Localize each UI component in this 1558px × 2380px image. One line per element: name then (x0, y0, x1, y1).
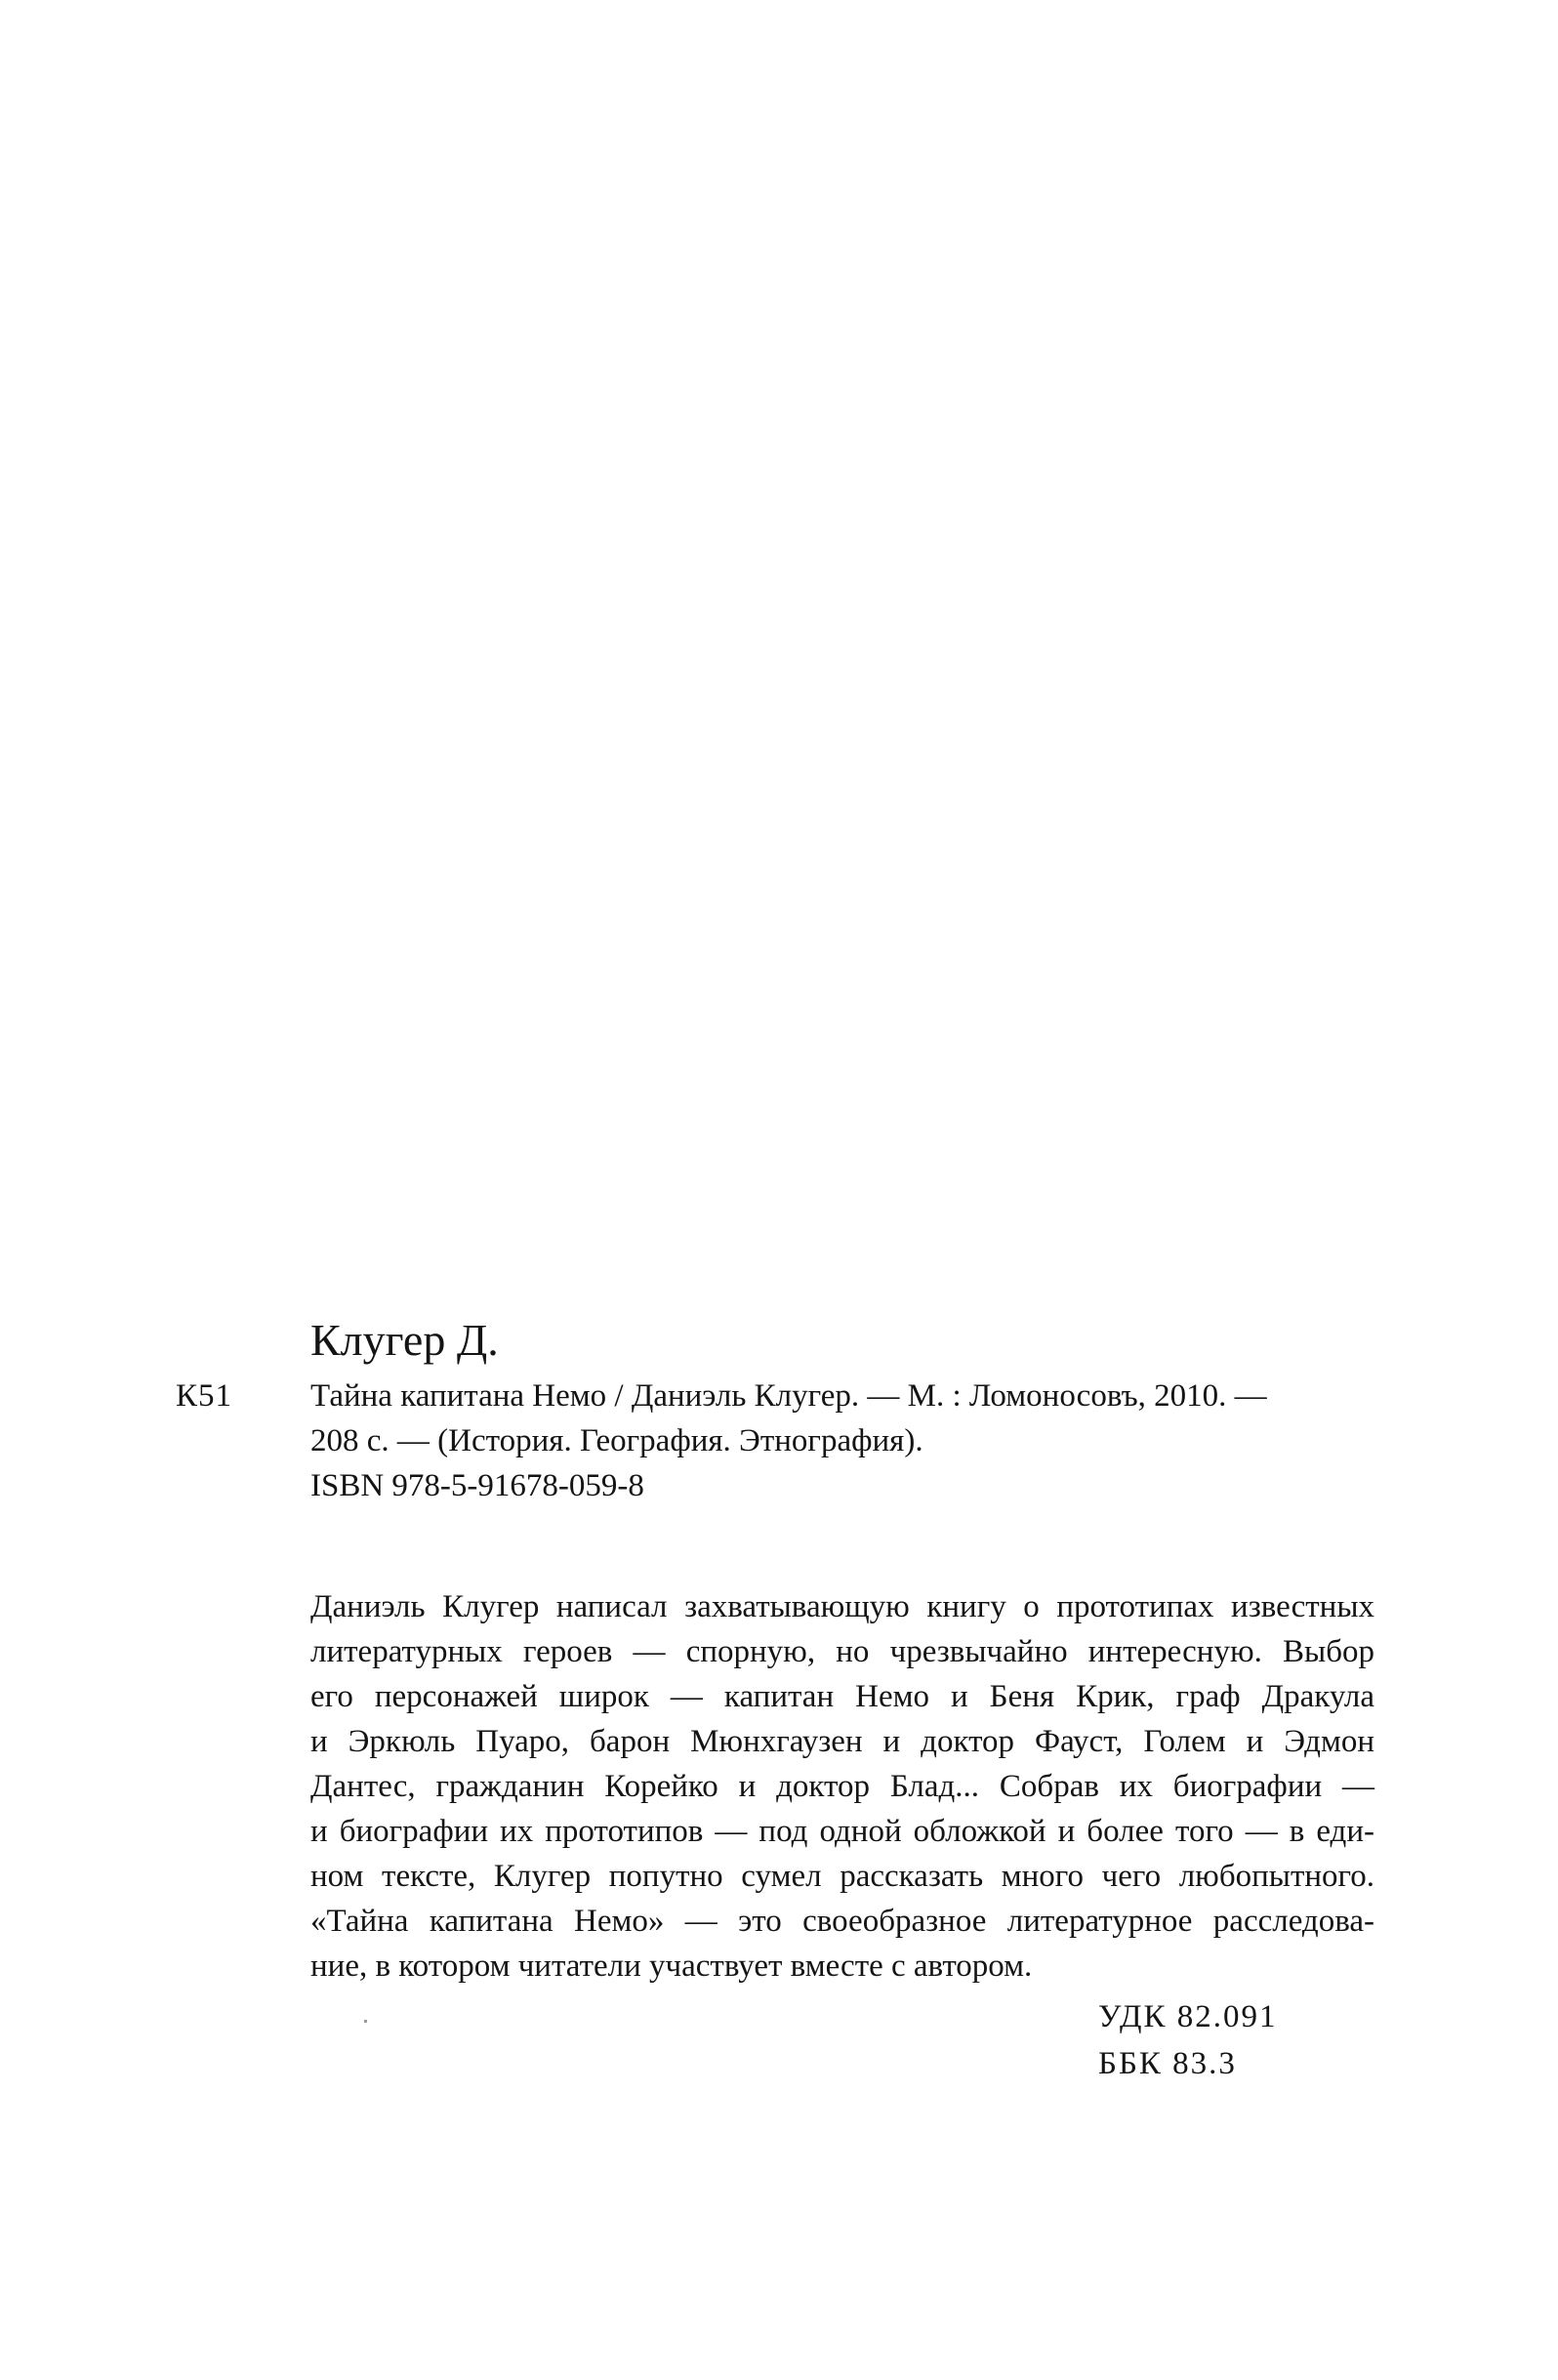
bibliographic-line-pages-series: 208 с. — (История. География. Этнография). (310, 1423, 923, 1458)
author-mark: К51 (176, 1378, 233, 1414)
udk-code: УДК 82.091 (1098, 1999, 1278, 2034)
annotation-line: Даниэль Клугер написал захватывающую книгу о прототипах известных (310, 1589, 1374, 1624)
annotation-line: ном тексте, Клугер попутно сумел рассказать много чего любопытного. (310, 1859, 1374, 1894)
author-heading: Клугер Д. (310, 1315, 499, 1365)
bibliographic-line-isbn: ISBN 978-5-91678-059-8 (310, 1468, 644, 1503)
classification-codes (1098, 1993, 1278, 2087)
bibliographic-line-title: Тайна капитана Немо / Даниэль Клугер. — М. : Ломоносовъ, 2010. — (310, 1378, 1267, 1414)
annotation-line: и биографии их прототипов — под одной обложкой и более того — в еди- (310, 1814, 1374, 1849)
bbk-code: ББК 83.3 (1098, 2046, 1237, 2081)
annotation-line: ние, в котором читатели участвует вместе с автором. (310, 1949, 1033, 1984)
annotation-line: литературных героев — спорную, но чрезвычайно интересную. Выбор (310, 1634, 1374, 1669)
annotation-line: и Эркюль Пуаро, барон Мюнхгаузен и доктор Фауст, Голем и Эдмон (310, 1724, 1374, 1759)
bibliographic-description (310, 1374, 1374, 1508)
annotation-paragraph (310, 1584, 1374, 1989)
annotation-line: Дантес, гражданин Корейко и доктор Блад... Собрав их биографии — (310, 1769, 1374, 1804)
annotation-line: «Тайна капитана Немо» — это своеобразное литературное расследова- (310, 1904, 1374, 1939)
annotation-line: его персонажей широк — капитан Немо и Беня Крик, граф Дракула (310, 1679, 1374, 1714)
print-speck (364, 2020, 367, 2023)
